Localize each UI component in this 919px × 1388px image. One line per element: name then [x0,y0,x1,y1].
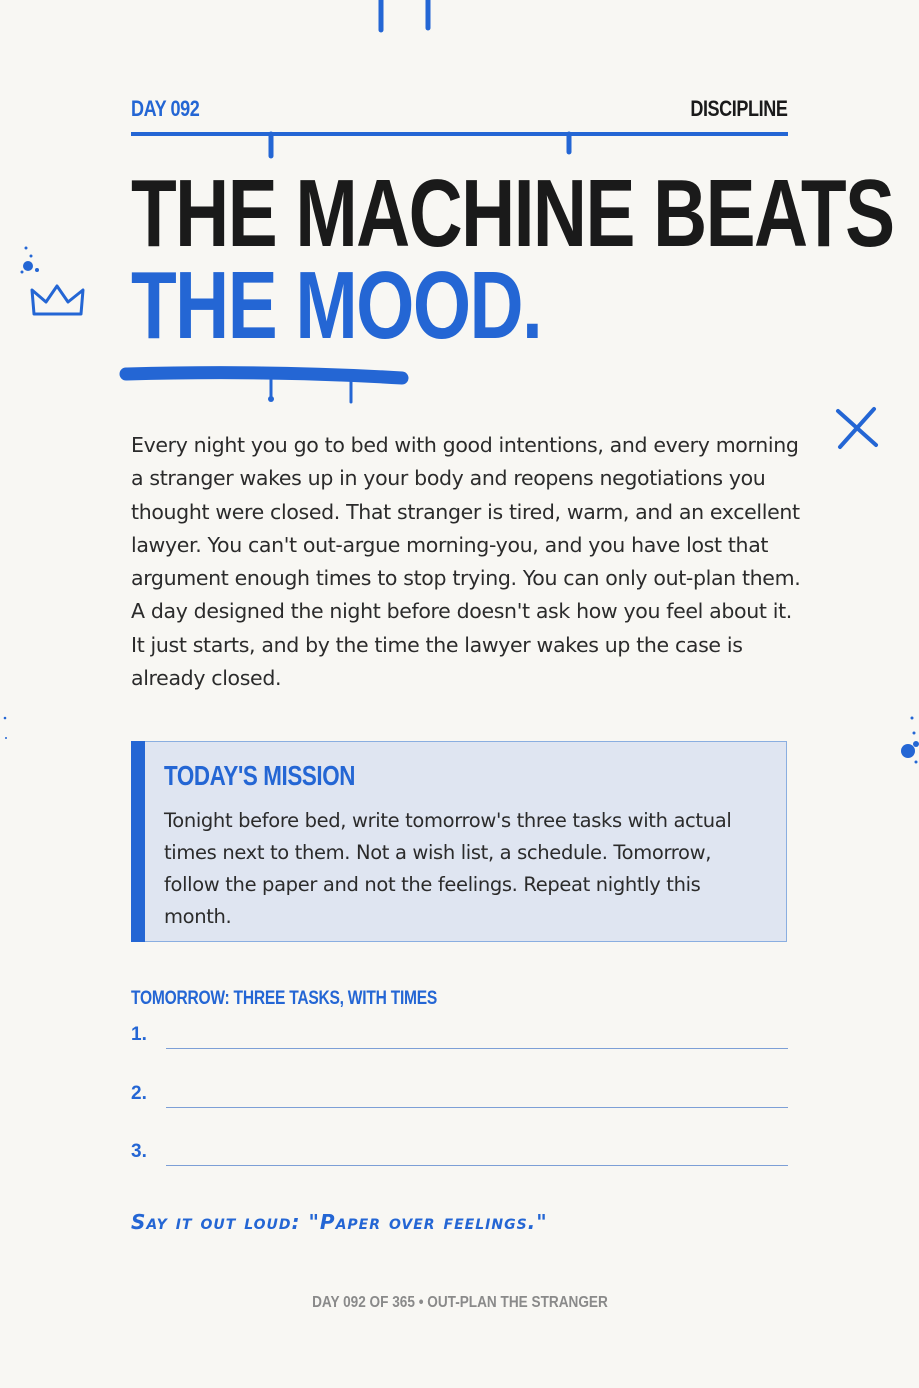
task-input-line-1[interactable] [166,1048,788,1049]
tasks-heading: TOMORROW: THREE TASKS, WITH TIMES [131,988,438,1009]
paint-splatter-icon [18,244,48,284]
paint-splatter-right-icon [894,714,919,784]
category-label: DISCIPLINE [689,96,787,121]
mission-accent-bar [131,741,145,942]
mission-title: TODAY'S MISSION [164,760,356,791]
task-number-1: 1. [131,1024,147,1045]
body-paragraph: Every night you go to bed with good intentions, and every morning a stranger wakes up in your body and reopens negotiations you thought were closed. That stranger is tired, warm, and an excellent lawyer. You can't out-argue morning-you, and you have lost that argument enough times to stop trying. You can only out-plan them. A day designed the night before doesn't ask how you feel about it. It just starts, and by the time the lawyer wakes up the case is already closed. [131,433,801,691]
paint-splatter-left-icon [2,714,12,754]
page-title-line-1: THE MACHINE BEATS [131,160,894,267]
page-title-line-2: THE MOOD. [131,252,542,359]
crown-icon [30,284,90,324]
task-number-2: 2. [131,1083,147,1104]
x-mark-icon [834,405,884,455]
footer-text: DAY 092 OF 365 • OUT-PLAN THE STRANGER [311,1294,608,1311]
mission-text: Tonight before bed, write tomorrow's three tasks with actual times next to them. Not a wish list, a schedule. Tomorrow, follow the paper and not the feelings. Repeat nightly this month. [164,809,732,928]
affirmation-text: Say it out loud: "Paper over feelings." [131,1210,548,1234]
top-drip-marks-icon [0,0,919,40]
brush-stroke-underline [120,364,420,404]
footer [0,1294,919,1312]
day-label: DAY 092 [131,96,200,121]
task-input-line-2[interactable] [166,1107,788,1108]
task-number-3: 3. [131,1141,147,1162]
task-input-line-3[interactable] [166,1165,788,1166]
